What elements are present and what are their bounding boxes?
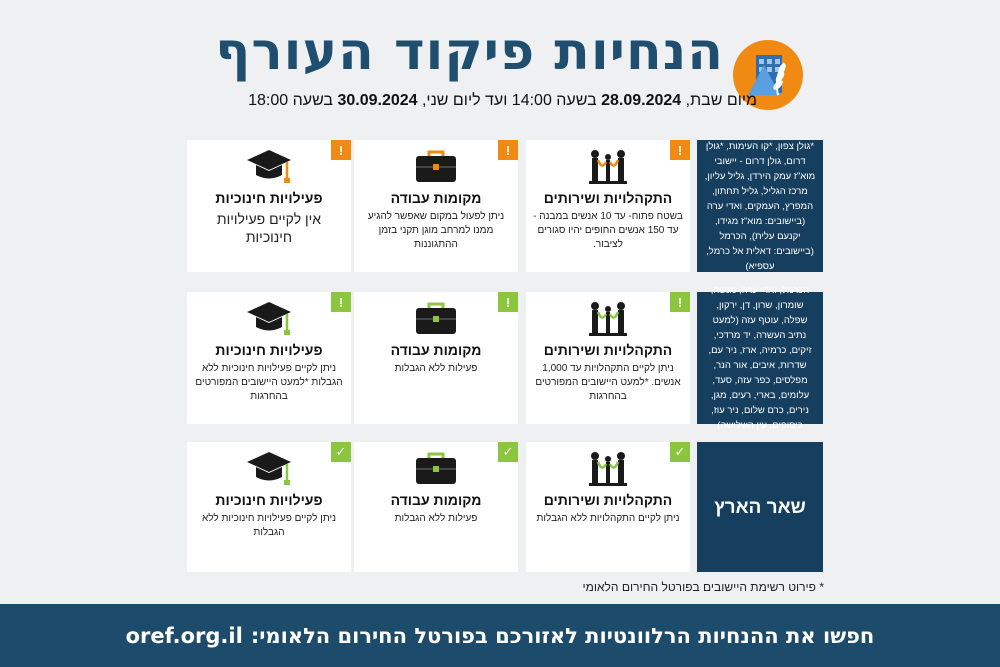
card-title: מקומות עבודה bbox=[390, 342, 482, 358]
guideline-card bbox=[354, 292, 518, 424]
region-label-2: הכרמל, ואדי ערה, מנשה, שומרון, שרון, דן, ירקון, שפלה, עוטף עזה (למעט נתיב העשרה, יד מרדכי, זיקים, כרמיה, ארז, ניר עם, שדרות, איבים, אור הנר, מפלסים, כפר עזה, סעד, עלומים, בארי, רעים, מגן, נירים, כרם שלום, ניר עוז, כיסופים, עין השלושה) bbox=[697, 292, 823, 424]
subtitle-prefix: מיום שבת, bbox=[681, 92, 757, 109]
card-title: פעילויות חינוכיות bbox=[215, 190, 323, 206]
card-text: ניתן לקיים פעילויות חינוכיות ללא הגבלות bbox=[201, 513, 337, 538]
card-title: מקומות עבודה bbox=[390, 492, 482, 508]
footnote: * פירוט רשימת היישובים בפורטל החירום הלאומי bbox=[582, 580, 824, 594]
card-text: ניתן לפעול במקום שאפשר להגיע ממנו למרחב מוגן תקני בזמן ההתגוננות bbox=[367, 211, 505, 250]
guideline-card bbox=[187, 292, 351, 424]
date-range-subtitle bbox=[248, 92, 757, 110]
card-text: ניתן לקיים פעילויות חינוכיות ללא הגבלות *למעט היישובים המפורטים בהחרגות bbox=[195, 363, 343, 402]
card-title: מקומות עבודה bbox=[390, 190, 482, 206]
gathering-icon bbox=[526, 148, 690, 184]
guideline-card bbox=[526, 292, 690, 424]
graduation-cap-icon bbox=[187, 148, 351, 186]
end-date: 30.09.2024 bbox=[337, 92, 418, 109]
card-title: פעילויות חינוכיות bbox=[215, 492, 323, 508]
card-text: פעילות ללא הגבלות bbox=[394, 513, 478, 524]
briefcase-icon bbox=[354, 148, 518, 184]
card-title: התקהלויות ושירותים bbox=[543, 492, 673, 508]
card-title: פעילויות חינוכיות bbox=[215, 342, 323, 358]
footer-banner bbox=[0, 604, 1000, 667]
warning-icon: ! bbox=[498, 292, 518, 312]
warning-icon: ! bbox=[331, 140, 351, 160]
gathering-icon bbox=[526, 450, 690, 486]
card-title: התקהלויות ושירותים bbox=[543, 342, 673, 358]
card-text: ניתן לקיים התקהלויות ללא הגבלות bbox=[536, 513, 680, 524]
briefcase-icon bbox=[354, 450, 518, 486]
subtitle-suffix: בשעה 18:00 bbox=[248, 92, 338, 109]
check-icon: ✓ bbox=[331, 442, 351, 462]
guideline-card bbox=[354, 442, 518, 572]
subtitle-middle: בשעה 14:00 ועד ליום שני, bbox=[417, 92, 602, 109]
region-label-1: *גולן צפון, *קו העימות, *גולן דרום, גולן דרום - יישובי מוא"ז עמק הירדן, גליל עליון, מרכז הגליל, גליל תחתון, המפרץ, העמקים, ואדי ערה (ביישובים: מוא"ז מגידו, יקנעם עלית), הכרמל (ביישובים: דאלית אל כרמל, עספיא) bbox=[697, 140, 823, 272]
gathering-icon bbox=[526, 300, 690, 336]
check-icon: ✓ bbox=[498, 442, 518, 462]
check-icon: ✓ bbox=[670, 442, 690, 462]
guideline-card bbox=[187, 442, 351, 572]
card-text: אין לקיים פעילויות חינוכיות bbox=[216, 211, 322, 245]
guideline-card bbox=[354, 140, 518, 272]
guideline-card bbox=[526, 442, 690, 572]
guideline-card bbox=[526, 140, 690, 272]
card-text: פעילות ללא הגבלות bbox=[394, 363, 478, 374]
card-text: ניתן לקיים התקהלויות עד 1,000 אנשים. *למעט היישובים המפורטים בהחרגות bbox=[535, 363, 681, 402]
footer-text: חפשו את ההנחיות הרלוונטיות לאזורכם בפורטל החירום הלאומי: bbox=[250, 623, 875, 648]
portal-link[interactable]: oref.org.il bbox=[125, 623, 243, 648]
warning-icon: ! bbox=[331, 292, 351, 312]
graduation-cap-icon bbox=[187, 300, 351, 338]
briefcase-icon bbox=[354, 300, 518, 336]
warning-icon: ! bbox=[498, 140, 518, 160]
graduation-cap-icon bbox=[187, 450, 351, 488]
page-title: הנחיות פיקוד העורף bbox=[215, 22, 724, 82]
start-date: 28.09.2024 bbox=[601, 92, 682, 109]
region-label-3: שאר הארץ bbox=[697, 442, 823, 572]
warning-icon: ! bbox=[670, 292, 690, 312]
card-text: בשטח פתוח- עד 10 אנשים במבנה - עד 150 אנשים החופים יהיו סגורים לציבור. bbox=[533, 211, 683, 250]
card-title: התקהלויות ושירותים bbox=[543, 190, 673, 206]
guideline-card bbox=[187, 140, 351, 272]
header bbox=[0, 0, 1000, 130]
warning-icon: ! bbox=[670, 140, 690, 160]
